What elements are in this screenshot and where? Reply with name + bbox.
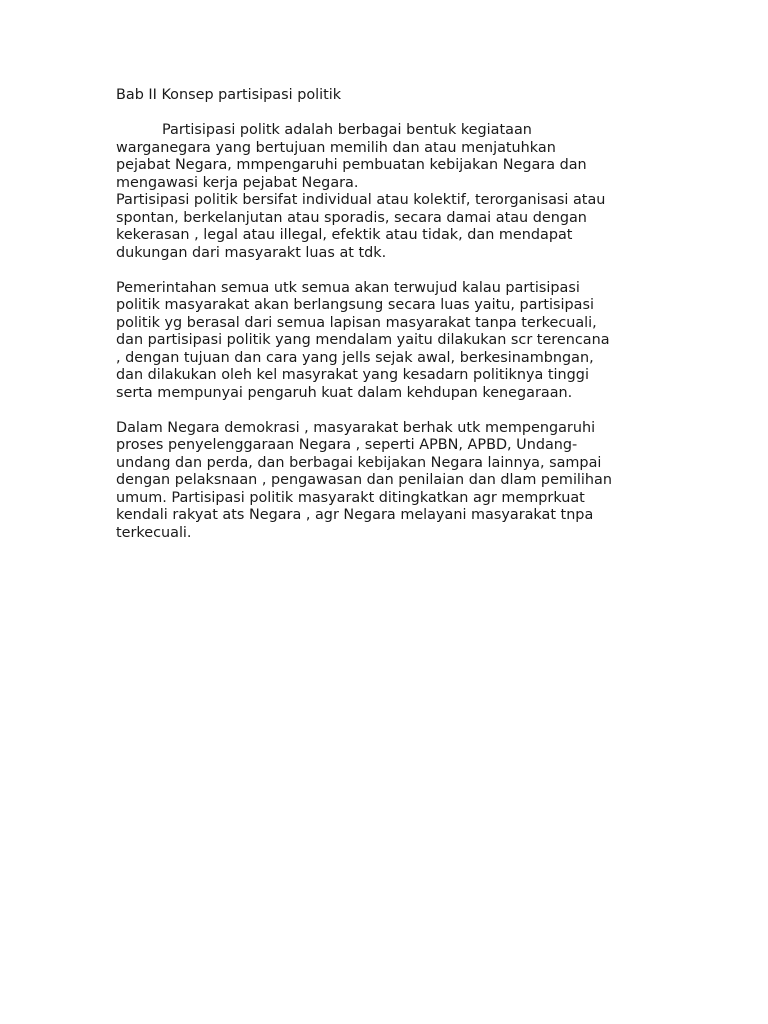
blank-line <box>116 105 656 123</box>
text-line: kekerasan , legal atau illegal, efektik atau tidak, dan mendapat <box>116 227 573 243</box>
document-body <box>116 87 656 542</box>
text-line: spontan, berkelanjutan atau sporadis, secara damai atau dengan <box>116 209 587 226</box>
text-line: terkecuali. <box>116 524 192 541</box>
paragraph-2 <box>116 280 656 403</box>
text-line: proses penyelenggaraan Negara , seperti APBN, APBD, Undang- <box>116 437 578 453</box>
document-title: Bab II Konsep partisipasi politik <box>116 87 342 103</box>
text-line: dengan pelaksnaan , pengawasan dan penilaian dan dlam pemilihan <box>116 472 612 488</box>
blank-line <box>116 402 656 420</box>
text-line: undang dan perda, dan berbagai kebijakan Negara lainnya, sampai <box>116 454 602 471</box>
text-line: politik masyarakat akan berlangsung secara luas yaitu, partisipasi <box>116 297 594 313</box>
text-line: , dengan tujuan dan cara yang jells sejak awal, berkesinambngan, <box>116 349 594 366</box>
text-line: umum. Partisipasi politik masyarakt ditingkatkan agr memprkuat <box>116 489 585 506</box>
text-line: Pemerintahan semua utk semua akan terwujud kalau partisipasi <box>116 279 580 296</box>
text-line: warganegara yang bertujuan memilih dan atau menjatuhkan <box>116 139 556 156</box>
text-line: kendali rakyat ats Negara , agr Negara melayani masyarakat tnpa <box>116 507 594 523</box>
paragraph-3 <box>116 420 656 543</box>
text-line: dukungan dari masyarakt luas at tdk. <box>116 244 387 261</box>
text-line: Partisipasi politk adalah berbagai bentuk kegiataan <box>162 122 532 138</box>
text-line: Dalam Negara demokrasi , masyarakat berhak utk mempengaruhi <box>116 419 596 436</box>
text-line: dan dilakukan oleh kel masyrakat yang kesadarn politiknya tinggi <box>116 367 589 383</box>
text-line: pejabat Negara, mmpengaruhi pembuatan kebijakan Negara dan <box>116 157 587 173</box>
text-line: mengawasi kerja pejabat Negara. <box>116 174 359 191</box>
blank-line <box>116 262 656 280</box>
text-line: serta mempunyai pengaruh kuat dalam kehdupan kenegaraan. <box>116 384 573 401</box>
text-line: Partisipasi politik bersifat individual atau kolektif, terorganisasi atau <box>116 192 606 208</box>
text-line: dan partisipasi politik yang mendalam yaitu dilakukan scr terencana <box>116 332 610 348</box>
text-line: politik yg berasal dari semua lapisan masyarakat tanpa terkecuali, <box>116 314 597 331</box>
paragraph-1 <box>116 122 656 262</box>
